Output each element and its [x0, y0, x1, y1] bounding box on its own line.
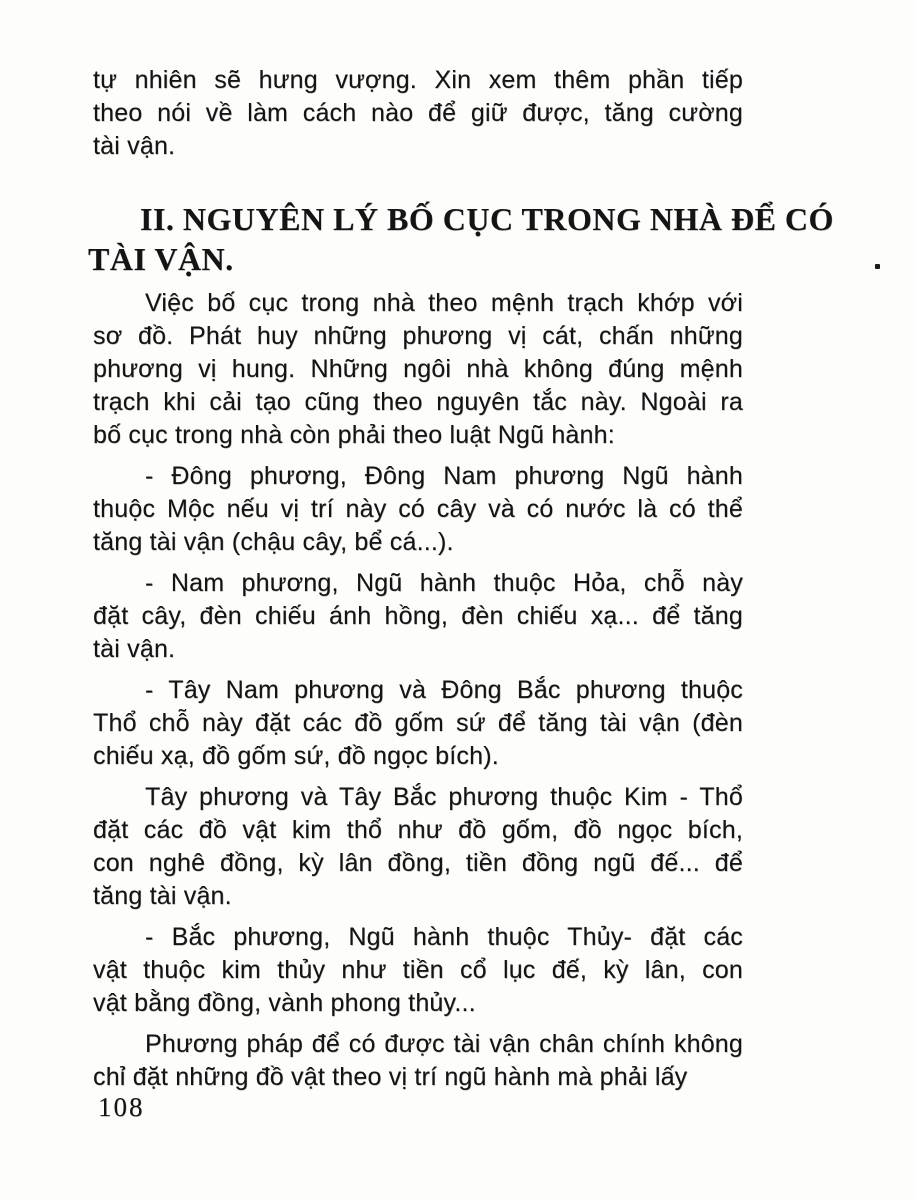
text-line: - Đông phương, Đông Nam phương Ngũ hành [145, 462, 743, 490]
text-line: thuộc Mộc nếu vị trí này có cây và có nước là có thể [93, 495, 743, 523]
heading-line: II. NGUYÊN LÝ BỐ CỤC TRONG NHÀ ĐỂ CÓ [140, 201, 834, 237]
text-line: theo nói về làm cách nào để giữ được, tăng cường [93, 99, 743, 127]
text-line: trạch khi cải tạo cũng theo nguyên tắc này. Ngoài ra [93, 388, 743, 416]
paragraph [93, 287, 743, 452]
text-line: chiếu xạ, đồ gốm sứ, đồ ngọc bích). [93, 742, 499, 770]
paragraph [93, 460, 743, 559]
text-line: tăng tài vận. [93, 882, 232, 910]
text-line: phương vị hung. Những ngôi nhà không đúng mệnh [93, 355, 743, 383]
text-line: tăng tài vận (chậu cây, bể cá...). [93, 528, 454, 556]
heading-line: TÀI VẬN. [88, 241, 234, 277]
text-line: tài vận. [93, 132, 176, 160]
paragraph [93, 674, 743, 773]
text-line: tự nhiên sẽ hưng vượng. Xin xem thêm phần tiếp [93, 66, 743, 94]
page-number: 108 [98, 1092, 145, 1122]
paragraph [93, 921, 743, 1020]
text-line: sơ đồ. Phát huy những phương vị cát, chấn những [93, 322, 743, 350]
paragraph [93, 567, 743, 666]
text-line: vật bằng đồng, vành phong thủy... [93, 989, 476, 1017]
paragraph [93, 64, 743, 163]
text-line: vật thuộc kim thủy như tiền cổ lục đế, kỳ lân, con [93, 956, 743, 984]
ink-speck [875, 264, 880, 269]
text-line: Thổ chỗ này đặt các đồ gốm sứ để tăng tài vận (đèn [93, 709, 743, 737]
page-body [88, 64, 834, 1094]
text-line: đặt các đồ vật kim thổ như đồ gốm, đồ ngọc bích, [93, 816, 743, 844]
text-line: Việc bố cục trong nhà theo mệnh trạch khớp với [145, 289, 743, 317]
paragraph [93, 1028, 743, 1094]
section-heading [88, 199, 834, 279]
text-line: Tây phương và Tây Bắc phương thuộc Kim - Thổ [145, 783, 743, 811]
text-line: bố cục trong nhà còn phải theo luật Ngũ hành: [93, 421, 615, 449]
text-line: con nghê đồng, kỳ lân đồng, tiền đồng ngũ đế... để [93, 849, 743, 877]
text-line: đặt cây, đèn chiếu ánh hồng, đèn chiếu xạ... để tăng [93, 602, 743, 630]
text-line: tài vận. [93, 635, 176, 663]
text-line: - Bắc phương, Ngũ hành thuộc Thủy- đặt các [145, 923, 743, 951]
paragraph [93, 781, 743, 913]
text-line: Phương pháp để có được tài vận chân chính không [145, 1030, 743, 1058]
text-line: - Nam phương, Ngũ hành thuộc Hỏa, chỗ này [145, 569, 743, 597]
text-line: - Tây Nam phương và Đông Bắc phương thuộc [145, 676, 743, 704]
text-line: chỉ đặt những đồ vật theo vị trí ngũ hành mà phải lấy [93, 1063, 688, 1091]
